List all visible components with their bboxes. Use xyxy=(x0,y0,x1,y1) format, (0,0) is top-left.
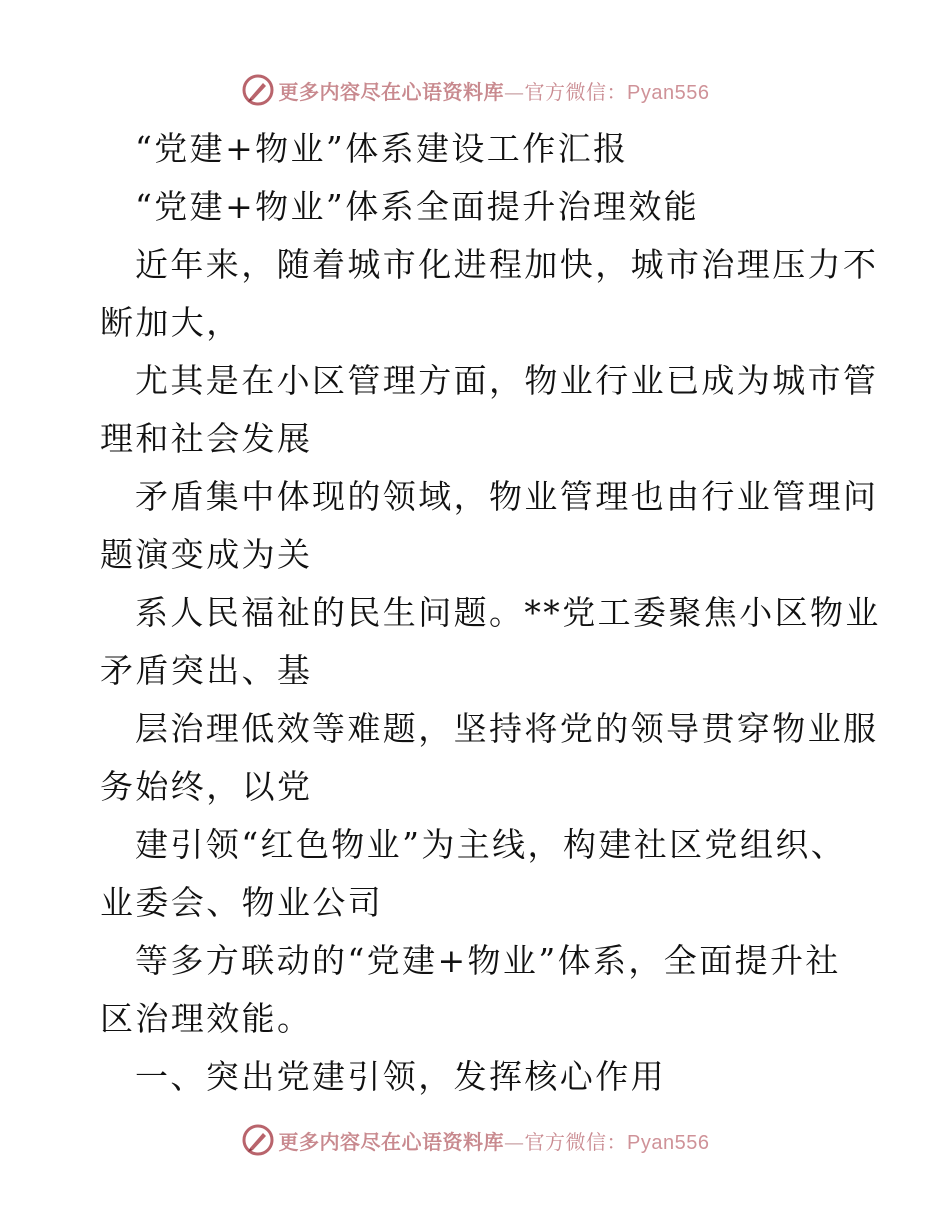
paragraph-line: 层治理低效等难题，坚持将党的领导贯穿物业服 xyxy=(135,709,879,748)
section-heading: 一、突出党建引领，发挥核心作用 xyxy=(135,1057,666,1096)
paragraph-line: 等多方联动的“党建+物业”体系，全面提升社 xyxy=(135,941,841,980)
document-body xyxy=(100,120,881,1106)
pen-logo-icon xyxy=(241,73,275,107)
paragraph-line: 矛盾突出、基 xyxy=(100,651,313,690)
watermark-separator: — xyxy=(504,1129,525,1154)
document-title: “党建+物业”体系建设工作汇报 xyxy=(135,129,629,168)
paragraph-line: 系人民福祉的民生问题。**党工委聚焦小区物业 xyxy=(135,593,881,632)
document-subtitle: “党建+物业”体系全面提升治理效能 xyxy=(135,187,700,226)
watermark-wechat-label: 官方微信： xyxy=(524,1129,628,1154)
paragraph-line: 近年来，随着城市化进程加快，城市治理压力不 xyxy=(135,245,879,284)
watermark-text xyxy=(279,1126,710,1155)
paragraph-line: 尤其是在小区管理方面，物业行业已成为城市管 xyxy=(135,361,879,400)
watermark-separator: — xyxy=(504,79,525,104)
pen-logo-icon xyxy=(241,1123,275,1157)
paragraph-line: 业委会、物业公司 xyxy=(100,883,384,922)
paragraph-line: 矛盾集中体现的领域，物业管理也由行业管理问 xyxy=(135,477,879,516)
watermark-text xyxy=(279,76,710,105)
watermark-wechat-id: Pyan556 xyxy=(627,1131,710,1154)
watermark-brand: 更多内容尽在心语资料库 xyxy=(278,79,505,104)
paragraph-line: 建引领“红色物业”为主线，构建社区党组织、 xyxy=(135,825,847,864)
paragraph-line: 区治理效能。 xyxy=(100,999,313,1038)
watermark-banner-bottom xyxy=(0,1120,950,1160)
watermark-banner-top xyxy=(0,70,950,110)
watermark-wechat-label: 官方微信： xyxy=(524,79,628,104)
paragraph-line: 务始终，以党 xyxy=(100,767,313,806)
paragraph-line: 理和社会发展 xyxy=(100,419,313,458)
paragraph-line: 题演变成为关 xyxy=(100,535,313,574)
paragraph-line: 断加大， xyxy=(100,303,242,342)
watermark-brand: 更多内容尽在心语资料库 xyxy=(278,1129,505,1154)
watermark-wechat-id: Pyan556 xyxy=(627,81,710,104)
